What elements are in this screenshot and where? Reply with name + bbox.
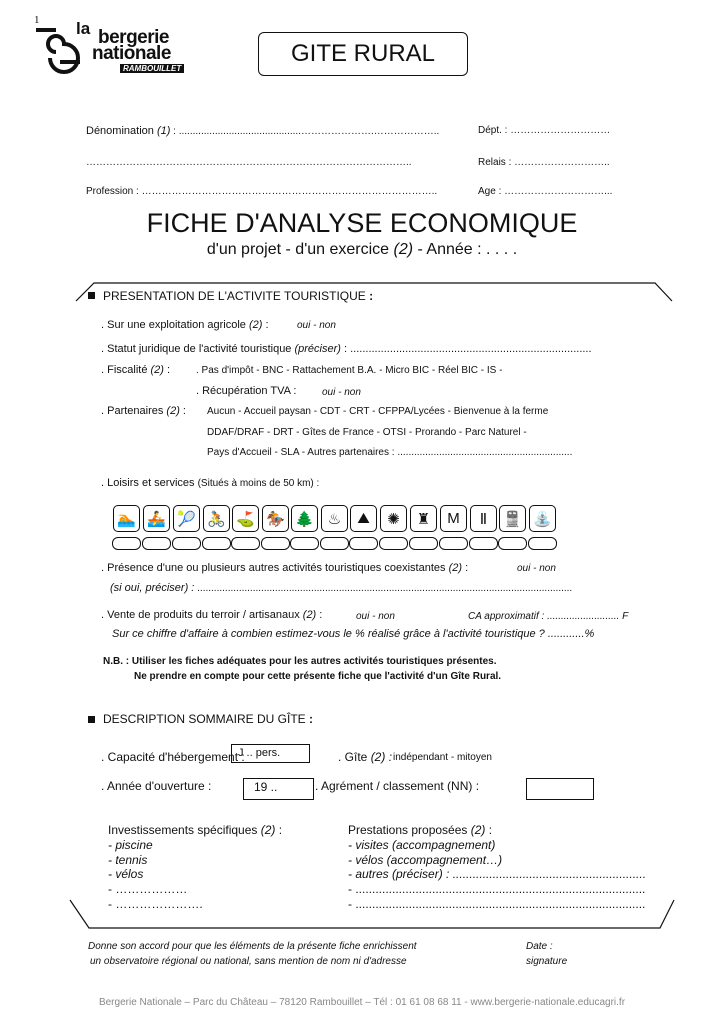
tennis-icon: 🎾 bbox=[173, 505, 200, 532]
horse-riding-icon: 🏇 bbox=[262, 505, 289, 532]
dept-field[interactable]: Dépt. : ………………………… bbox=[478, 125, 611, 136]
section2-title: DESCRIPTION SOMMAIRE DU GÎTE : bbox=[103, 712, 314, 726]
leisure-checkbox[interactable] bbox=[409, 537, 438, 550]
pourcentage-field[interactable]: Sur ce chiffre d'affaire à combien estimez-vous le % réalisé grâce à l'activité touristique ? ............% bbox=[112, 628, 595, 640]
cycling-icon: 🚴 bbox=[203, 505, 230, 532]
prest-title: Prestations proposées (2) : bbox=[348, 823, 493, 837]
bullet-square-icon bbox=[88, 716, 95, 723]
leisure-checkbox[interactable] bbox=[469, 537, 498, 550]
logo-text-bergerie: bergerie bbox=[98, 27, 169, 48]
logo-text-rambouillet: RAMBOUILLET bbox=[120, 64, 184, 73]
prest-list bbox=[348, 838, 646, 912]
bullet-square-icon bbox=[88, 292, 95, 299]
mountain-icon: ⛰ bbox=[350, 505, 377, 532]
sailing-icon: 🚣 bbox=[143, 505, 170, 532]
nb-line-1: N.B. : Utiliser les fiches adéquates pour les autres activités touristiques présentes. bbox=[103, 656, 497, 667]
leisure-checkbox[interactable] bbox=[112, 537, 141, 550]
forest-icon: 🌲 bbox=[291, 505, 318, 532]
subtitle: d'un projet - d'un exercice (2) - Année : . . . . bbox=[206, 241, 518, 258]
loisirs-label: . Loisirs et services (Situés à moins de 50 km) : bbox=[101, 477, 320, 489]
denomination-field[interactable]: Dénomination (1) : ............................................………………….……………….. bbox=[86, 125, 440, 137]
leisure-checkbox[interactable] bbox=[172, 537, 201, 550]
agrement-label: . Agrément / classement (NN) : bbox=[315, 779, 480, 793]
agrement-input[interactable] bbox=[526, 778, 594, 800]
prest-item[interactable]: - ....................................................................................... bbox=[348, 882, 646, 897]
invest-item[interactable]: - vélos bbox=[108, 867, 144, 882]
prest-item[interactable]: - ....................................................................................... bbox=[348, 896, 646, 911]
partenaires-label: . Partenaires (2) : bbox=[101, 405, 186, 417]
nature-park-icon: ✺ bbox=[380, 505, 407, 532]
date-label[interactable]: Date : bbox=[526, 941, 553, 952]
invest-item[interactable]: - tennis bbox=[108, 852, 148, 867]
presence-options[interactable]: oui - non bbox=[517, 563, 556, 574]
leisure-checkbox[interactable] bbox=[142, 537, 171, 550]
si-oui-field[interactable]: (si oui, préciser) : ....................................................................................................................................... bbox=[110, 582, 573, 594]
swimming-icon: 🏊 bbox=[113, 505, 140, 532]
invest-list bbox=[108, 838, 203, 912]
footer: Bergerie Nationale – Parc du Château – 78120 Rambouillet – Tél : 01 61 08 68 11 - www.bergerie-nationale.educagri.fr bbox=[98, 997, 626, 1008]
motorway-icon: Ⅱ bbox=[470, 505, 497, 532]
exploitation-options[interactable]: oui - non bbox=[297, 320, 336, 331]
ca-field[interactable]: CA approximatif : .......................... F bbox=[468, 611, 629, 622]
capacite-input[interactable]: J .. pers. bbox=[231, 744, 310, 763]
invest-title: Investissements spécifiques (2) : bbox=[108, 823, 283, 837]
capacite-label: . Capacité d'hébergement : bbox=[101, 750, 245, 764]
fountain-icon: ⛲ bbox=[529, 505, 556, 532]
leisure-checkbox[interactable] bbox=[261, 537, 290, 550]
invest-item[interactable]: - …………………. bbox=[108, 896, 203, 911]
exploitation-question: . Sur une exploitation agricole (2) : bbox=[101, 319, 269, 331]
invest-item[interactable]: - piscine bbox=[108, 838, 153, 852]
leisure-checkbox[interactable] bbox=[320, 537, 349, 550]
castle-icon: ♜ bbox=[410, 505, 437, 532]
presence-question: . Présence d'une ou plusieurs autres activités touristiques coexistantes (2) : bbox=[101, 562, 469, 574]
section1-title: PRESENTATION DE L'ACTIVITE TOURISTIQUE : bbox=[103, 289, 374, 303]
logo-text-la: la bbox=[76, 19, 91, 38]
gite-label: . Gîte (2) : bbox=[338, 750, 393, 764]
prest-item[interactable]: - autres (préciser) : .......................................................... bbox=[348, 867, 647, 882]
logo-text-nationale: nationale bbox=[92, 43, 171, 64]
annee-label: . Année d'ouverture : bbox=[101, 779, 212, 793]
leisure-checkbox[interactable] bbox=[349, 537, 378, 550]
signature-label[interactable]: signature bbox=[526, 956, 568, 967]
relais-field[interactable]: Relais : ……………………….. bbox=[478, 157, 610, 168]
main-title: FICHE D'ANALYSE ECONOMIQUE bbox=[146, 208, 578, 238]
leisure-checkbox[interactable] bbox=[231, 537, 260, 550]
leisure-checkbox[interactable] bbox=[202, 537, 231, 550]
golf-icon: ⛳ bbox=[232, 505, 259, 532]
prest-item[interactable]: - vélos (accompagnement…) bbox=[348, 852, 503, 867]
gite-options[interactable]: indépendant - mitoyen bbox=[393, 752, 492, 763]
tva-options[interactable]: oui - non bbox=[322, 387, 361, 398]
leisure-checkbox[interactable] bbox=[498, 537, 527, 550]
nb-line-2: Ne prendre en compte pour cette présente fiche que l'activité d'un Gîte Rural. bbox=[134, 671, 502, 682]
age-field[interactable]: Age : …………………………... bbox=[478, 186, 613, 197]
leisure-checkbox[interactable] bbox=[290, 537, 319, 550]
leisure-checkbox[interactable] bbox=[528, 537, 557, 550]
vente-question: . Vente de produits du terroir / artisanaux (2) : bbox=[101, 609, 323, 621]
annee-input[interactable]: 19 .. bbox=[243, 778, 314, 800]
prest-item[interactable]: - visites (accompagnement) bbox=[348, 838, 496, 852]
spa-icon: ♨ bbox=[321, 505, 348, 532]
denomination-line2[interactable]: …………………………………………………………………………………….. bbox=[86, 157, 412, 168]
statut-field[interactable]: . Statut juridique de l'activité touristique (préciser) : ............................................................................... bbox=[101, 343, 592, 355]
museum-icon: M bbox=[440, 505, 467, 532]
train-icon: 🚆 bbox=[499, 505, 526, 532]
partenaires-options-3[interactable]: Pays d'Accueil - SLA - Autres partenaires : ............................................................... bbox=[207, 447, 573, 458]
leisure-checkbox[interactable] bbox=[439, 537, 468, 550]
fiscalite-options[interactable]: . Pas d'impôt - BNC - Rattachement B.A. - Micro BIC - Réel BIC - IS - bbox=[196, 365, 503, 376]
partenaires-options-2[interactable]: DDAF/DRAF - DRT - Gîtes de France - OTSI - Prorando - Parc Naturel - bbox=[207, 427, 527, 438]
invest-item[interactable]: - ……………… bbox=[108, 882, 188, 897]
page-number: 1 bbox=[34, 14, 40, 26]
consent-line-1: Donne son accord pour que les éléments de la présente fiche enrichissent bbox=[88, 941, 417, 952]
partenaires-options-1[interactable]: Aucun - Accueil paysan - CDT - CRT - CFPPA/Lycées - Bienvenue à la ferme bbox=[207, 406, 549, 417]
leisure-checkbox[interactable] bbox=[379, 537, 408, 550]
profession-field[interactable]: Profession : …………………………………………………………………………….. bbox=[86, 186, 438, 197]
fiscalite-label: . Fiscalité (2) : bbox=[101, 364, 171, 376]
tva-label: . Récupération TVA : bbox=[196, 385, 297, 397]
vente-options[interactable]: oui - non bbox=[356, 611, 395, 622]
header-title: GITE RURAL bbox=[258, 32, 468, 76]
consent-line-2: un observatoire régional ou national, sans mention de nom ni d'adresse bbox=[90, 956, 407, 967]
